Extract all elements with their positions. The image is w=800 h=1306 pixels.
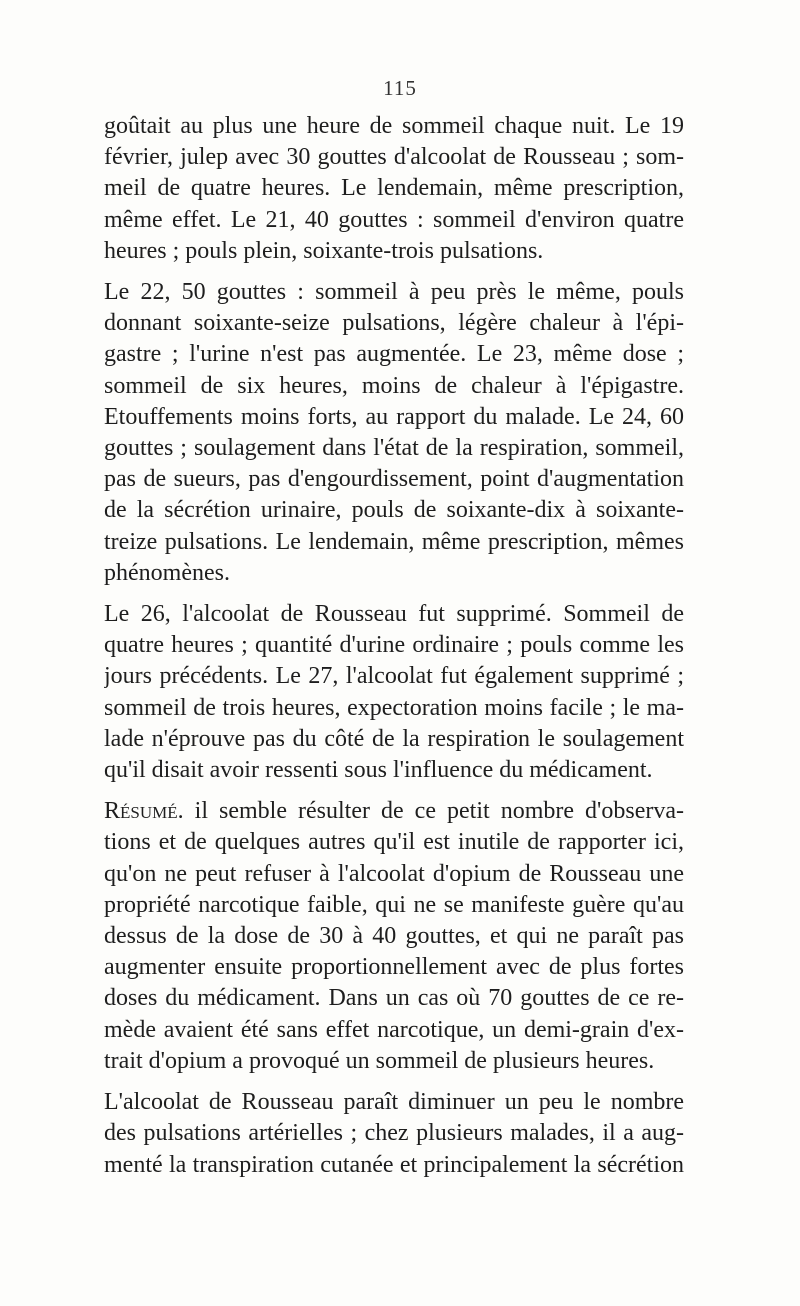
resume-heading: Résumé. <box>104 798 184 825</box>
text-line: menté la transpiration cutanée et principalement la sécrétion <box>104 1151 684 1178</box>
text-line: jours précédents. Le 27, l'alcoolat fut également supprimé ; <box>104 663 684 690</box>
text-line: doses du médicament. Dans un cas où 70 gouttes de ce re- <box>104 985 684 1012</box>
paragraph-2 <box>104 277 684 589</box>
paragraph-3 <box>104 599 684 786</box>
text-line: augmenter ensuite proportionnellement avec de plus fortes <box>104 954 684 981</box>
text-line: gouttes ; soulagement dans l'état de la respiration, sommeil, <box>104 435 684 462</box>
text-line: lade n'éprouve pas du côté de la respiration le soulagement <box>104 725 684 752</box>
body-text <box>104 111 684 1191</box>
text-line: dessus de la dose de 30 à 40 gouttes, et qui ne paraît pas <box>104 923 684 950</box>
text-line: même effet. Le 21, 40 gouttes : sommeil d'environ quatre <box>104 206 684 233</box>
text-line <box>104 796 684 827</box>
page-number: 115 <box>383 76 417 100</box>
text-line: L'alcoolat de Rousseau paraît diminuer un peu le nombre <box>104 1089 684 1116</box>
text-line: mède avaient été sans effet narcotique, un demi-grain d'ex- <box>104 1016 684 1043</box>
paragraph-5 <box>104 1087 684 1181</box>
paragraph-1 <box>104 111 684 267</box>
paragraph-resume <box>104 796 684 1077</box>
text-line: trait d'opium a provoqué un sommeil de plusieurs heures. <box>104 1047 655 1074</box>
text-line: sommeil de trois heures, expectoration moins facile ; le ma- <box>104 694 684 721</box>
text-line: donnant soixante-seize pulsations, légère chaleur à l'épi- <box>104 310 684 337</box>
text-line: gastre ; l'urine n'est pas augmentée. Le 23, même dose ; <box>104 341 684 368</box>
text-line: goûtait au plus une heure de sommeil chaque nuit. Le 19 <box>104 113 684 139</box>
text-line: de la sécrétion urinaire, pouls de soixante-dix à soixante- <box>104 497 684 524</box>
text-line: treize pulsations. Le lendemain, même prescription, mêmes <box>104 528 684 555</box>
text-line: sommeil de six heures, moins de chaleur à l'épigastre. <box>104 372 684 399</box>
text-line: pas de sueurs, pas d'engourdissement, point d'augmentation <box>104 466 684 493</box>
text-line: qu'il disait avoir ressenti sous l'influence du médicament. <box>104 757 653 784</box>
text-line: Etouffements moins forts, au rapport du malade. Le 24, 60 <box>104 403 684 430</box>
text-line: heures ; pouls plein, soixante-trois pulsations. <box>104 237 544 264</box>
text-line: meil de quatre heures. Le lendemain, même prescription, <box>104 175 684 202</box>
text-line: qu'on ne peut refuser à l'alcoolat d'opium de Rousseau une <box>104 860 684 887</box>
text-line-rest: il semble résulter de ce petit nombre d'observa- <box>183 798 684 825</box>
text-line: Le 26, l'alcoolat de Rousseau fut supprimé. Sommeil de <box>104 601 684 628</box>
text-line: quatre heures ; quantité d'urine ordinaire ; pouls comme les <box>104 632 684 659</box>
text-line: phénomènes. <box>104 559 230 586</box>
text-line: février, julep avec 30 gouttes d'alcoolat de Rousseau ; som- <box>104 144 684 171</box>
text-line: des pulsations artérielles ; chez plusieurs malades, il a aug- <box>104 1120 684 1147</box>
text-line: Le 22, 50 gouttes : sommeil à peu près le même, pouls <box>104 279 684 306</box>
text-line: propriété narcotique faible, qui ne se manifeste guère qu'au <box>104 891 684 918</box>
text-line: tions et de quelques autres qu'il est inutile de rapporter ici, <box>104 829 684 856</box>
